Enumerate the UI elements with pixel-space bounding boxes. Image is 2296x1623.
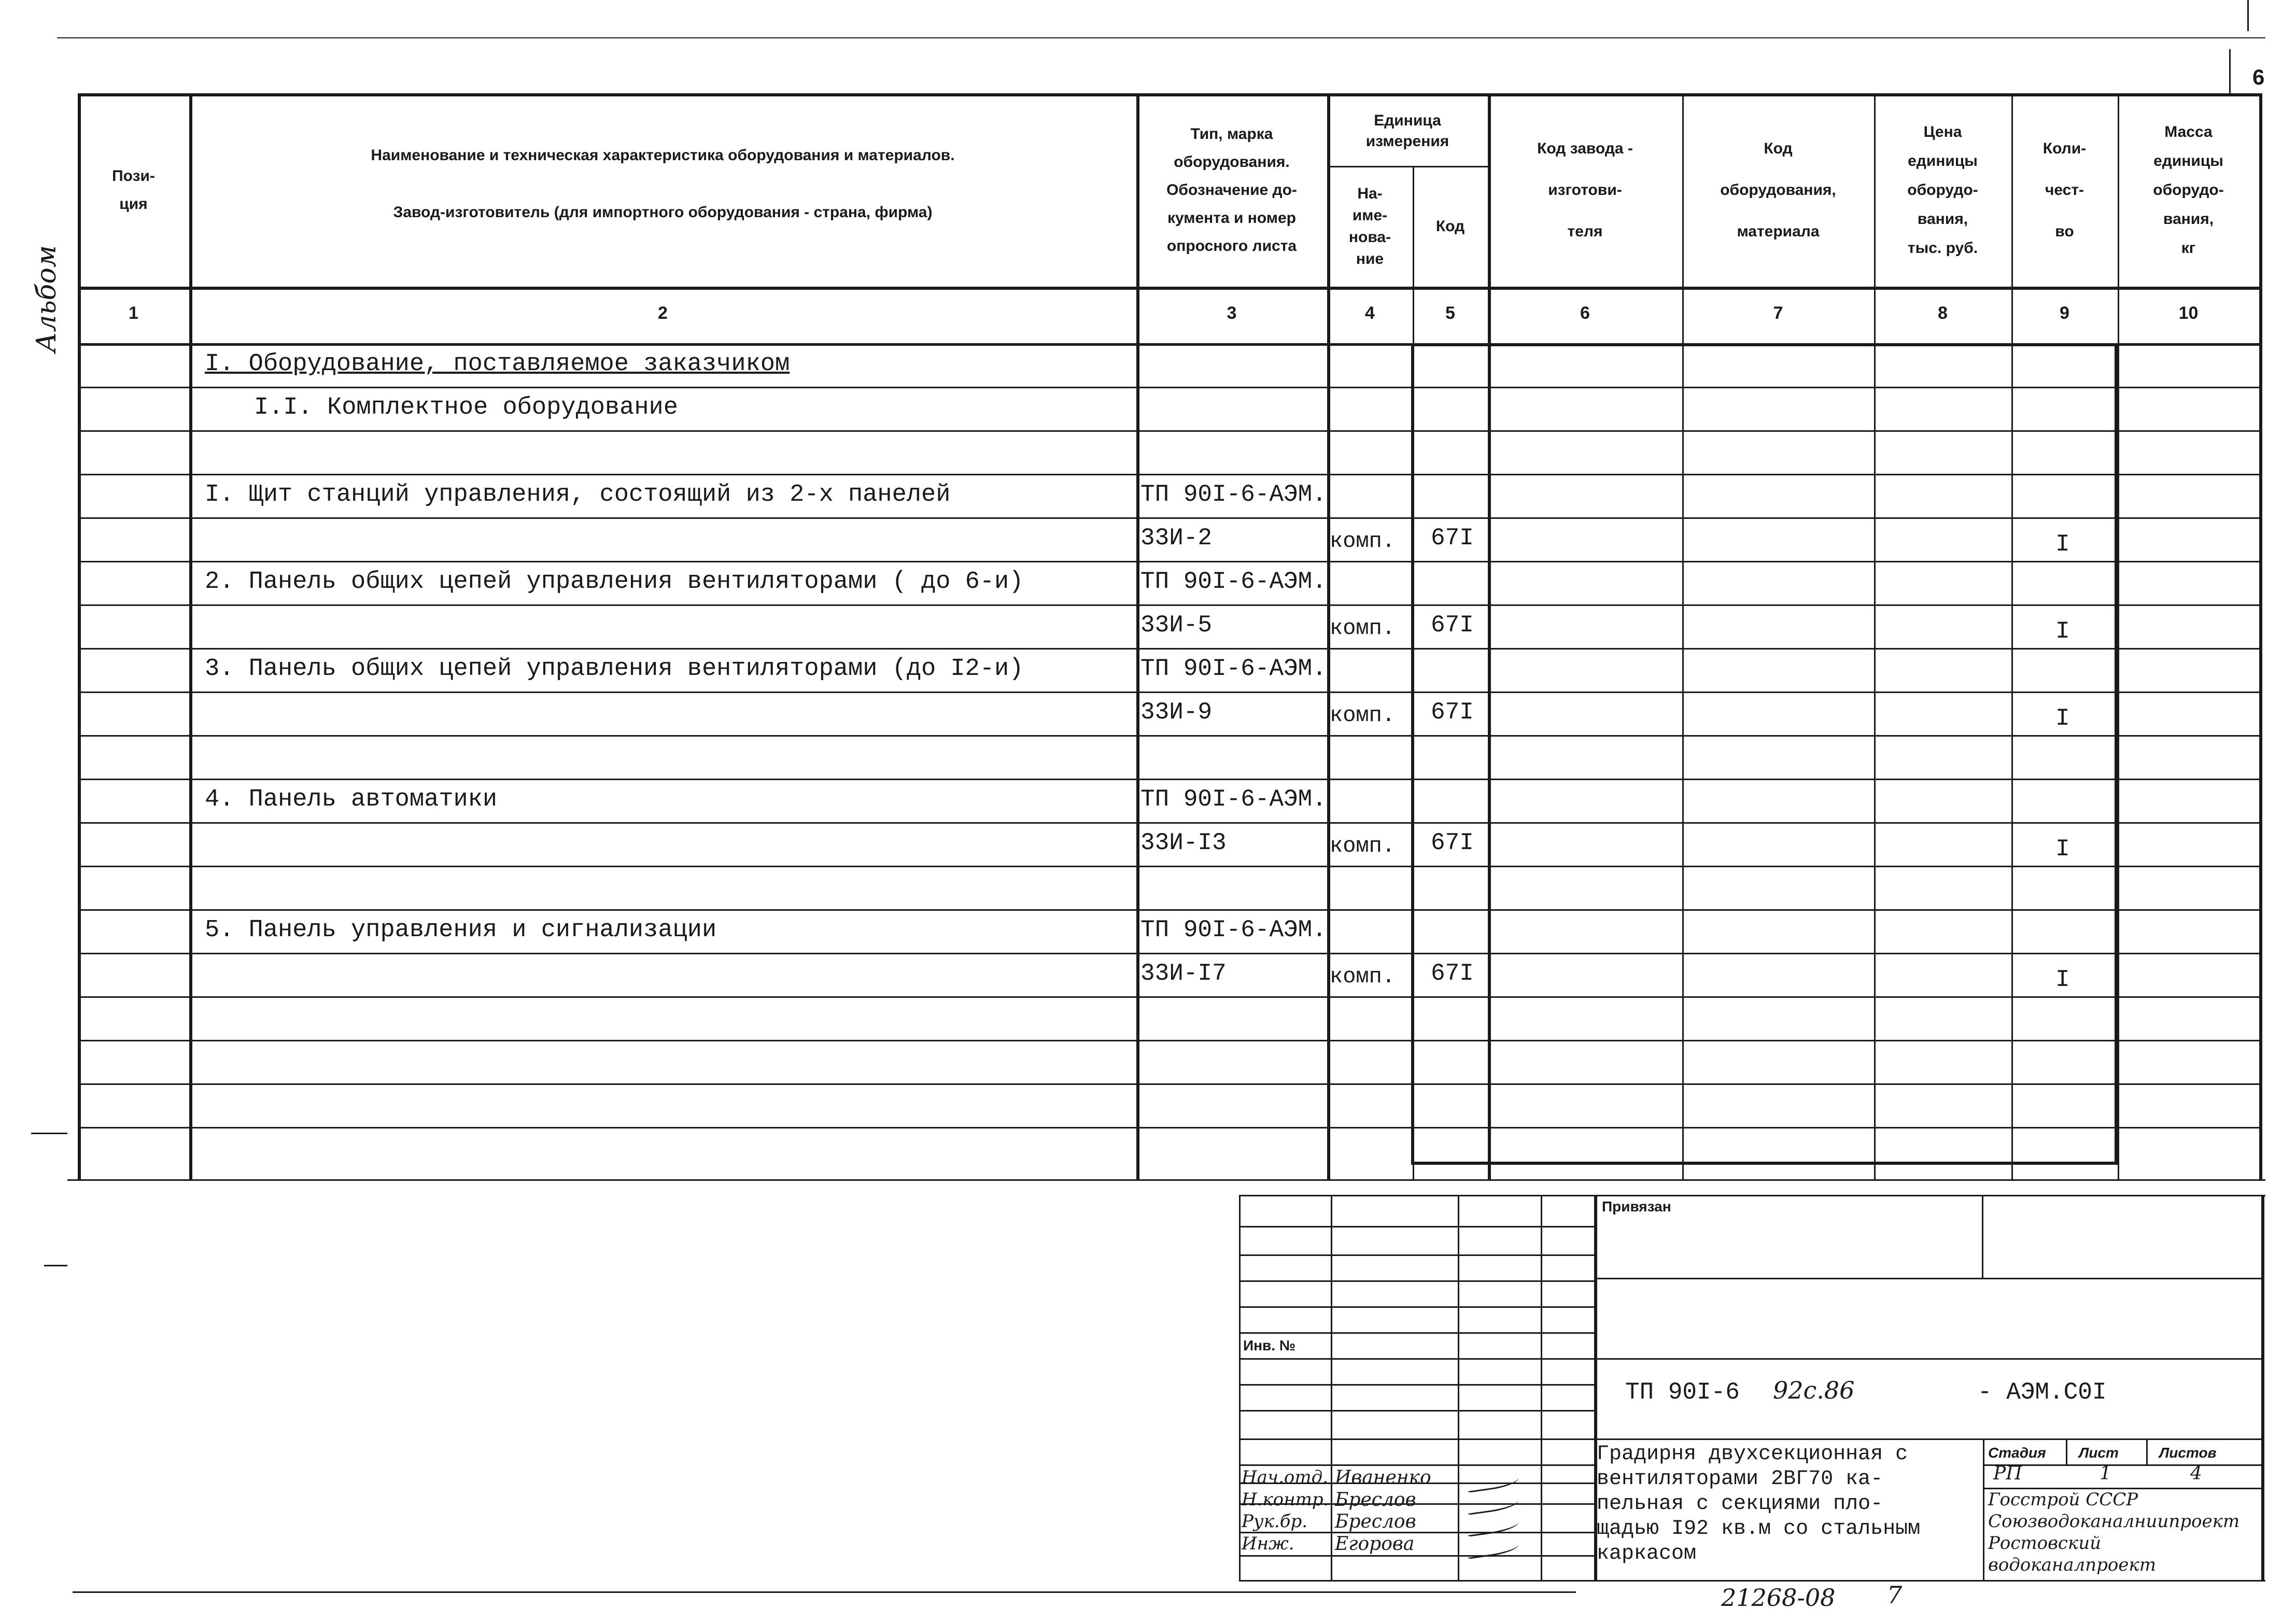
row-separator <box>78 430 2260 432</box>
cell-unit: комп. <box>1330 964 1396 989</box>
header-bottom-border <box>78 287 2260 290</box>
inv-no-label: Инв. № <box>1243 1337 1296 1353</box>
stamp-right <box>2261 1195 2264 1581</box>
row-separator <box>78 1040 2260 1041</box>
cell-type: 33И-5 <box>1140 612 1213 639</box>
cell-code: 67I <box>1431 829 1474 856</box>
header-qty: Коли- чест- во <box>2043 139 2087 240</box>
header-unit: Единица измерения <box>1365 111 1449 150</box>
cell-type: ТП 90I-6-АЭМ. <box>1140 655 1327 682</box>
cell-name: 2. Панель общих цепей управления вентиляторами ( до 6-и) <box>205 568 1024 596</box>
stamp-v6 <box>1983 1438 1984 1581</box>
column-number: 10 <box>2178 303 2199 323</box>
header-mass: Масса единицы оборудо- вания, кг <box>2153 123 2224 257</box>
signer-role: Инж. <box>1242 1533 1294 1554</box>
cell-name: 4. Панель автоматики <box>205 786 498 813</box>
header-unit-name: На- име- нова- ние <box>1348 185 1391 267</box>
row-separator <box>78 735 2260 737</box>
column-number: 8 <box>1938 303 1948 323</box>
stamp-v3 <box>1541 1195 1542 1581</box>
row-separator <box>78 1083 2260 1085</box>
row-separator <box>78 691 2260 693</box>
signer-role: Н.контр. <box>1242 1489 1329 1510</box>
row-separator <box>78 822 2260 824</box>
header-equip-code: Код оборудования, материала <box>1720 139 1836 240</box>
signature-scribble <box>1467 1517 1520 1537</box>
column-number: 1 <box>129 303 138 323</box>
row-separator <box>78 779 2260 780</box>
privyazan-label: Привязан <box>1602 1198 1671 1215</box>
signer-role: Нач.отд. <box>1242 1467 1328 1488</box>
stamp-h-code-top <box>1594 1358 2263 1360</box>
sheet-number-box <box>2247 0 2296 31</box>
data-box <box>1411 343 2118 1165</box>
header-pos: Пози- ция <box>112 167 155 213</box>
stamp-row-line <box>1239 1410 1594 1412</box>
stamp-bottom <box>1239 1580 2265 1582</box>
cell-code: 67I <box>1431 960 1474 987</box>
column-number: 9 <box>2060 303 2069 323</box>
header-price: Цена единицы оборудо- вания, тыс. руб. <box>1907 123 1978 257</box>
stamp-left <box>1239 1195 1241 1581</box>
project-title: Градирня двухсекционная с вентиляторами 2ВГ70 ка- пельная с секциями пло- щадью I92 кв.м со стальным каркасом <box>1597 1443 1921 1565</box>
table-bottom-border <box>67 1179 2265 1181</box>
stamp-v8 <box>2146 1438 2148 1464</box>
cell-qty: I <box>2055 618 2070 645</box>
bottom-rule <box>73 1591 1576 1593</box>
bottom-page: 7 <box>1887 1581 1903 1609</box>
column-number: 5 <box>1445 303 1455 323</box>
cell-qty: I <box>2055 836 2070 863</box>
side-tick-2 <box>44 1265 67 1266</box>
cell-type: 33И-I7 <box>1140 960 1227 987</box>
cell-type: 33И-2 <box>1140 525 1213 552</box>
row-separator <box>78 474 2260 475</box>
header-plant-code: Код завода - изготови- теля <box>1537 139 1633 240</box>
stamp-v7 <box>2066 1438 2067 1464</box>
cell-name: I. Оборудование, поставляемое заказчиком <box>205 350 790 378</box>
signature-scribble <box>1467 1473 1520 1493</box>
stamp-row-line <box>1239 1280 1594 1282</box>
stamp-row-line <box>1239 1358 1594 1360</box>
column-number: 6 <box>1580 303 1590 323</box>
row-separator <box>78 1127 2260 1128</box>
cell-code: 67I <box>1431 612 1474 639</box>
stamp-row-line <box>1239 1226 1594 1227</box>
row-separator <box>78 387 2260 388</box>
sheet-number: 6 <box>2252 65 2265 89</box>
row-separator <box>78 561 2260 562</box>
signature-scribble <box>1467 1495 1520 1515</box>
stamp-row-line <box>1239 1254 1594 1256</box>
column-number: 4 <box>1365 303 1375 323</box>
stamp-row-line <box>1239 1438 1594 1440</box>
col-line-10 <box>2259 93 2262 1179</box>
row-separator <box>78 517 2260 519</box>
stage-value: РП <box>1993 1463 2022 1484</box>
cell-type: ТП 90I-6-АЭМ. <box>1140 568 1327 595</box>
header-unit-code: Код <box>1435 217 1465 235</box>
cell-unit: комп. <box>1330 529 1396 554</box>
signer-name: Бреслов <box>1335 1489 1416 1511</box>
stamp-v1 <box>1331 1195 1332 1581</box>
stamp-h-code-bottom <box>1594 1438 2263 1440</box>
stamp-row-line <box>1239 1306 1594 1308</box>
cell-code: 67I <box>1431 699 1474 726</box>
row-separator <box>78 909 2260 911</box>
cell-type: ТП 90I-6-АЭМ. <box>1140 786 1327 813</box>
side-note: Альбом <box>31 245 62 352</box>
cell-type: ТП 90I-6-АЭМ. <box>1140 916 1327 943</box>
signer-name: Иваненко <box>1335 1467 1431 1488</box>
header-type: Тип, марка оборудования. Обозначение до- кумента и номер опросного листа <box>1166 125 1297 255</box>
stage-label: Стадия <box>1988 1445 2046 1461</box>
doc-code-left: ТП 90I-6 <box>1625 1379 1740 1406</box>
stamp-v2 <box>1458 1195 1459 1581</box>
column-number: 7 <box>1773 303 1783 323</box>
cell-type: 33И-I3 <box>1140 829 1227 856</box>
signer-name: Егорова <box>1335 1533 1415 1555</box>
row-separator <box>78 648 2260 650</box>
cell-type: 33И-9 <box>1140 699 1213 726</box>
header-name-line1: Наименование и техническая характеристика оборудования и материалов. <box>371 147 955 164</box>
cell-type: ТП 90I-6-АЭМ. <box>1140 481 1327 508</box>
row-separator <box>78 996 2260 998</box>
sheet-value: 1 <box>2100 1463 2111 1484</box>
stamp-h-stage <box>1983 1464 2263 1466</box>
cell-unit: комп. <box>1330 834 1396 858</box>
cell-qty: I <box>2055 705 2070 732</box>
doc-code-right: - АЭМ.С0I <box>1978 1379 2107 1406</box>
bottom-number: 21268-08 <box>1721 1584 1836 1612</box>
stamp-row-line <box>1239 1332 1594 1334</box>
sheet-number-tick <box>2229 49 2231 96</box>
stamp-top <box>1239 1195 2265 1196</box>
cell-code: 67I <box>1431 525 1474 552</box>
stamp-row-line <box>1239 1464 1594 1466</box>
stamp-v5 <box>1982 1195 1983 1278</box>
sheets-label: Листов <box>2159 1445 2217 1461</box>
row-separator <box>78 604 2260 606</box>
organization: Госстрой СССР Союзводоканалниипроект Ростовский водоканалпроект <box>1988 1489 2240 1575</box>
stamp-row-line <box>1239 1384 1594 1386</box>
column-number: 2 <box>658 303 668 323</box>
signer-role: Рук.бр. <box>1242 1511 1308 1532</box>
cell-qty: I <box>2055 966 2070 993</box>
stamp-h-privyazan <box>1594 1278 2263 1279</box>
doc-code-hand: 92с.86 <box>1773 1376 1855 1404</box>
cell-name: I.I. Комплектное оборудование <box>254 394 678 421</box>
sheets-value: 4 <box>2190 1463 2202 1484</box>
sheet-label: Лист <box>2079 1445 2119 1461</box>
cell-unit: комп. <box>1330 703 1396 728</box>
side-tick-1 <box>31 1133 67 1134</box>
row-separator <box>78 953 2260 954</box>
header-name-line2: Завод-изготовитель (для импортного оборудования - страна, фирма) <box>393 204 933 221</box>
cell-unit: комп. <box>1330 616 1396 641</box>
cell-name: I. Щит станций управления, состоящий из 2-х панелей <box>205 481 951 509</box>
row-separator <box>78 866 2260 867</box>
column-number: 3 <box>1227 303 1237 323</box>
cell-qty: I <box>2055 531 2070 558</box>
col-line-1 <box>189 93 192 1179</box>
stamp-row-line <box>1239 1555 1594 1557</box>
top-rule <box>57 37 2265 38</box>
cell-name: 5. Панель управления и сигнализации <box>205 916 717 944</box>
cell-name: 3. Панель общих цепей управления вентиляторами (до I2-и) <box>205 655 1024 683</box>
signer-name: Бреслов <box>1335 1511 1416 1532</box>
